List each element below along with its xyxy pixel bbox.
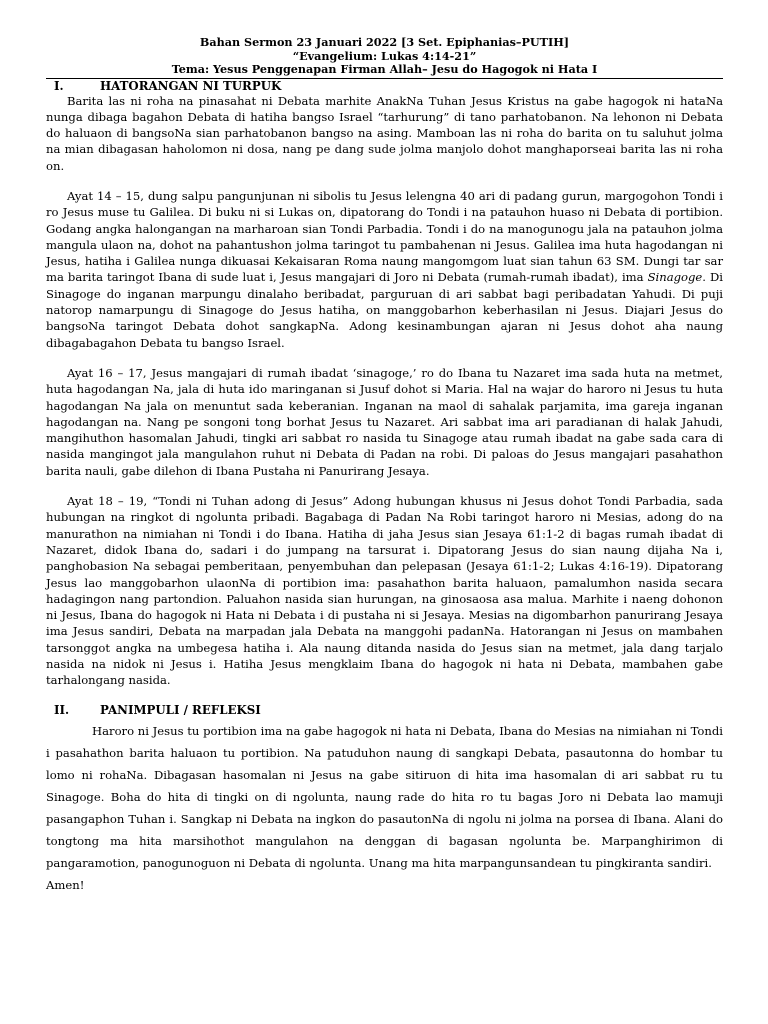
- document-page: [46, 36, 723, 896]
- header-theme: Tema: Yesus Penggenapan Firman Allah– Jesu do Hagogok ni Hata I: [171, 62, 598, 76]
- section-title: PANIMPULI / REFLEKSI: [100, 702, 261, 717]
- section-1-paragraph-3: Ayat 16 – 17, Jesus mangajari di rumah ibadat ‘sinagoge,’ ro do Ibana tu Nazaret ima sada huta na metmet, huta hagodangan Na, jala di huta ido maringanan si Jusuf dohot si Maria. Hal na wajar do haroro ni Jesus tu huta hagodangan Na jala on menuntut sada keberanian. Inganan na maol di sahalak parjamita, ima gareja inganan hagodangan na. Nang pe songoni tong borhat Jesus tu Nazaret. Ari sabbat ima ari paradianan di halak Jahudi, mangihuthon hasomalan Jahudi, tingki ari sabbat ro nasida tu Sinagoge atau rumah ibadat na gabe sada cara di nasida mangingot jala mangulahon ruhut ni Debata di Padan na robi. Di paloas do Jesus mangajari pasahathon barita nauli, gabe dilehon di Ibana Pustaha ni Panurirang Jesaya.: [46, 365, 723, 478]
- section-2-heading: [46, 703, 723, 717]
- header-title: Bahan Sermon 23 Januari 2022 [3 Set. Epiphanias–PUTIH]: [199, 35, 570, 49]
- section-1-paragraph-1: Barita las ni roha na pinasahat ni Debata marhite AnakNa Tuhan Jesus Kristus na gabe hagogok ni hataNa nunga dibaga bagahon Debata di hatiha bangso Israel “tarhurung” di tano parhatobanon. Na lehonon ni Debata do haluaon di bangsoNa sian parhatobanon bangso na asing. Mamboan las ni roha do barita on tu saluhut jolma na mian dibagasan haholomon ni dosa, nang pe dang sude jolma manjolo dohot manghaporseai barita las ni roha on.: [46, 93, 723, 173]
- paragraph-text: Ayat 14 – 15, dung salpu pangunjunan ni sibolis tu Jesus lelengna 40 ari di padang gurun, margogohon Tondi i ro Jesus muse tu Galilea. Di buku ni si Lukas on, dipatorang do Tondi i na patauhon huaso ni Debata di portibion. Godang angka halongangan na marharoan sian Tondi Parbadia. Tondi i do na manogunogu jala na patauhon jolma mangula ulaon na, dohot na pahantushon jolma taringot tu pambahenan ni Jesus. Galilea ima huta hagodangan ni Jesus, hatiha i Galilea nunga dikuasai Kekaisaran Roma naung mangomgom luat sian tahun 63 SM. Dungi tar sar ma barita taringot Ibana di sude luat i, Jesus mangajari di Joro ni Debata (rumah-rumah ibadat), ima: [46, 188, 723, 285]
- section-1-heading: [46, 79, 723, 93]
- document-header: [46, 36, 723, 77]
- section-2-paragraph: Haroro ni Jesus tu portibion ima na gabe hagogok ni hata ni Debata, Ibana do Mesias na nimiahan ni Tondi i pasahathon barita haluaon tu portibion. Na patuduhon naung di sangkapi Debata, pasautonna do hombar tu lomo ni rohaNa. Dibagasan hasomalan ni Jesus na gabe sitiruon di hita ima hasomalan di ari sabbat ru tu Sinagoge. Boha do hita di tingki on di ngolunta, naung rade do hita ro tu bagas Joro ni Debata lao mamuji pasangaphon Tuhan i. Sangkap ni Debata na ingkon do pasautonNa di ngolu ni jolma na porsea di Ibana. Alani do tongtong ma hita marsihothot mangulahon na denggan di bagasan ngolunta be. Marpanghirimon di pangaramotion, panogunoguon ni Debata di ngolunta. Unang ma hita marpangunsandean tu pingkiranta sandiri.: [46, 723, 723, 870]
- paragraph-text: . Di Sinagoge do inganan marpungu dinalaho beribadat, parguruan di ari sabbat bagi peribadatan Yahudi. Di puji natorop namarpungu di Sinagoge do Jesus hatiha, on manggobarhon keberhasilan ni Jesus. Diajari Jesus do bangsoNa taringot Debata dohot sangkapNa. Adong kesinambungan ajaran ni Jesus dohot aha naung dibagabagahon Debata tu bangso Israel.: [46, 270, 723, 350]
- emphasis-text: Sinagoge: [647, 270, 703, 285]
- section-1-paragraph-2: [46, 188, 723, 351]
- closing-amen: Amen!: [46, 877, 85, 892]
- section-title: HATORANGAN NI TURPUK: [100, 78, 282, 93]
- section-number: I.: [54, 78, 64, 93]
- header-gospel: “Evangelium: Lukas 4:14-21”: [292, 48, 477, 63]
- section-1-paragraph-4: Ayat 18 – 19, “Tondi ni Tuhan adong di Jesus” Adong hubungan khusus ni Jesus dohot Tondi Parbadia, sada hubungan na ringkot di ngolunta pribadi. Bagabaga di Padan Na Robi taringot haroro ni Mesias, adong do na manurathon na nimiahan ni Tondi i do Ibana. Hatiha di jaha Jesus sian Jesaya 61:1-2 di bagas rumah ibadat di Nazaret, didok Ibana do, sadari i do jumpang na tarsurat i. Dipatorang Jesus do sian naung dijaha Na i, panghobasion Na sebagai pemberitaan, penyembuhan dan pelepasan (Jesaya 61:1-2; Lukas 4:16-19). Dipatorang Jesus lao manggobarhon ulaonNa di portibion ima: pasahathon barita haluaon, pamalumhon nasida secara hadagingon nang partondion. Paluahon nasida sian hurungan, na ginosaosa asa malua. Marhite i naeng dohonon ni Jesus, Ibana do hagogok ni Hata ni Debata i di pustaha ni si Jesaya. Mesias na digombarhon panurirang Jesaya ima Jesus sandiri, Debata na marpadan jala Debata na manggohi padanNa. Hatorangan ni Jesus on mambahen tarsonggot angka na umbegesa hatiha i. Ala naung ditanda nasida do Jesus sian na metmet, jala dang tarjalo nasida na nidok ni Jesus i. Hatiha Jesus mengklaim Ibana do hagogok ni hata ni Debata, mambahen gabe tarhalongang nasida.: [46, 494, 723, 688]
- section-number: II.: [54, 702, 70, 717]
